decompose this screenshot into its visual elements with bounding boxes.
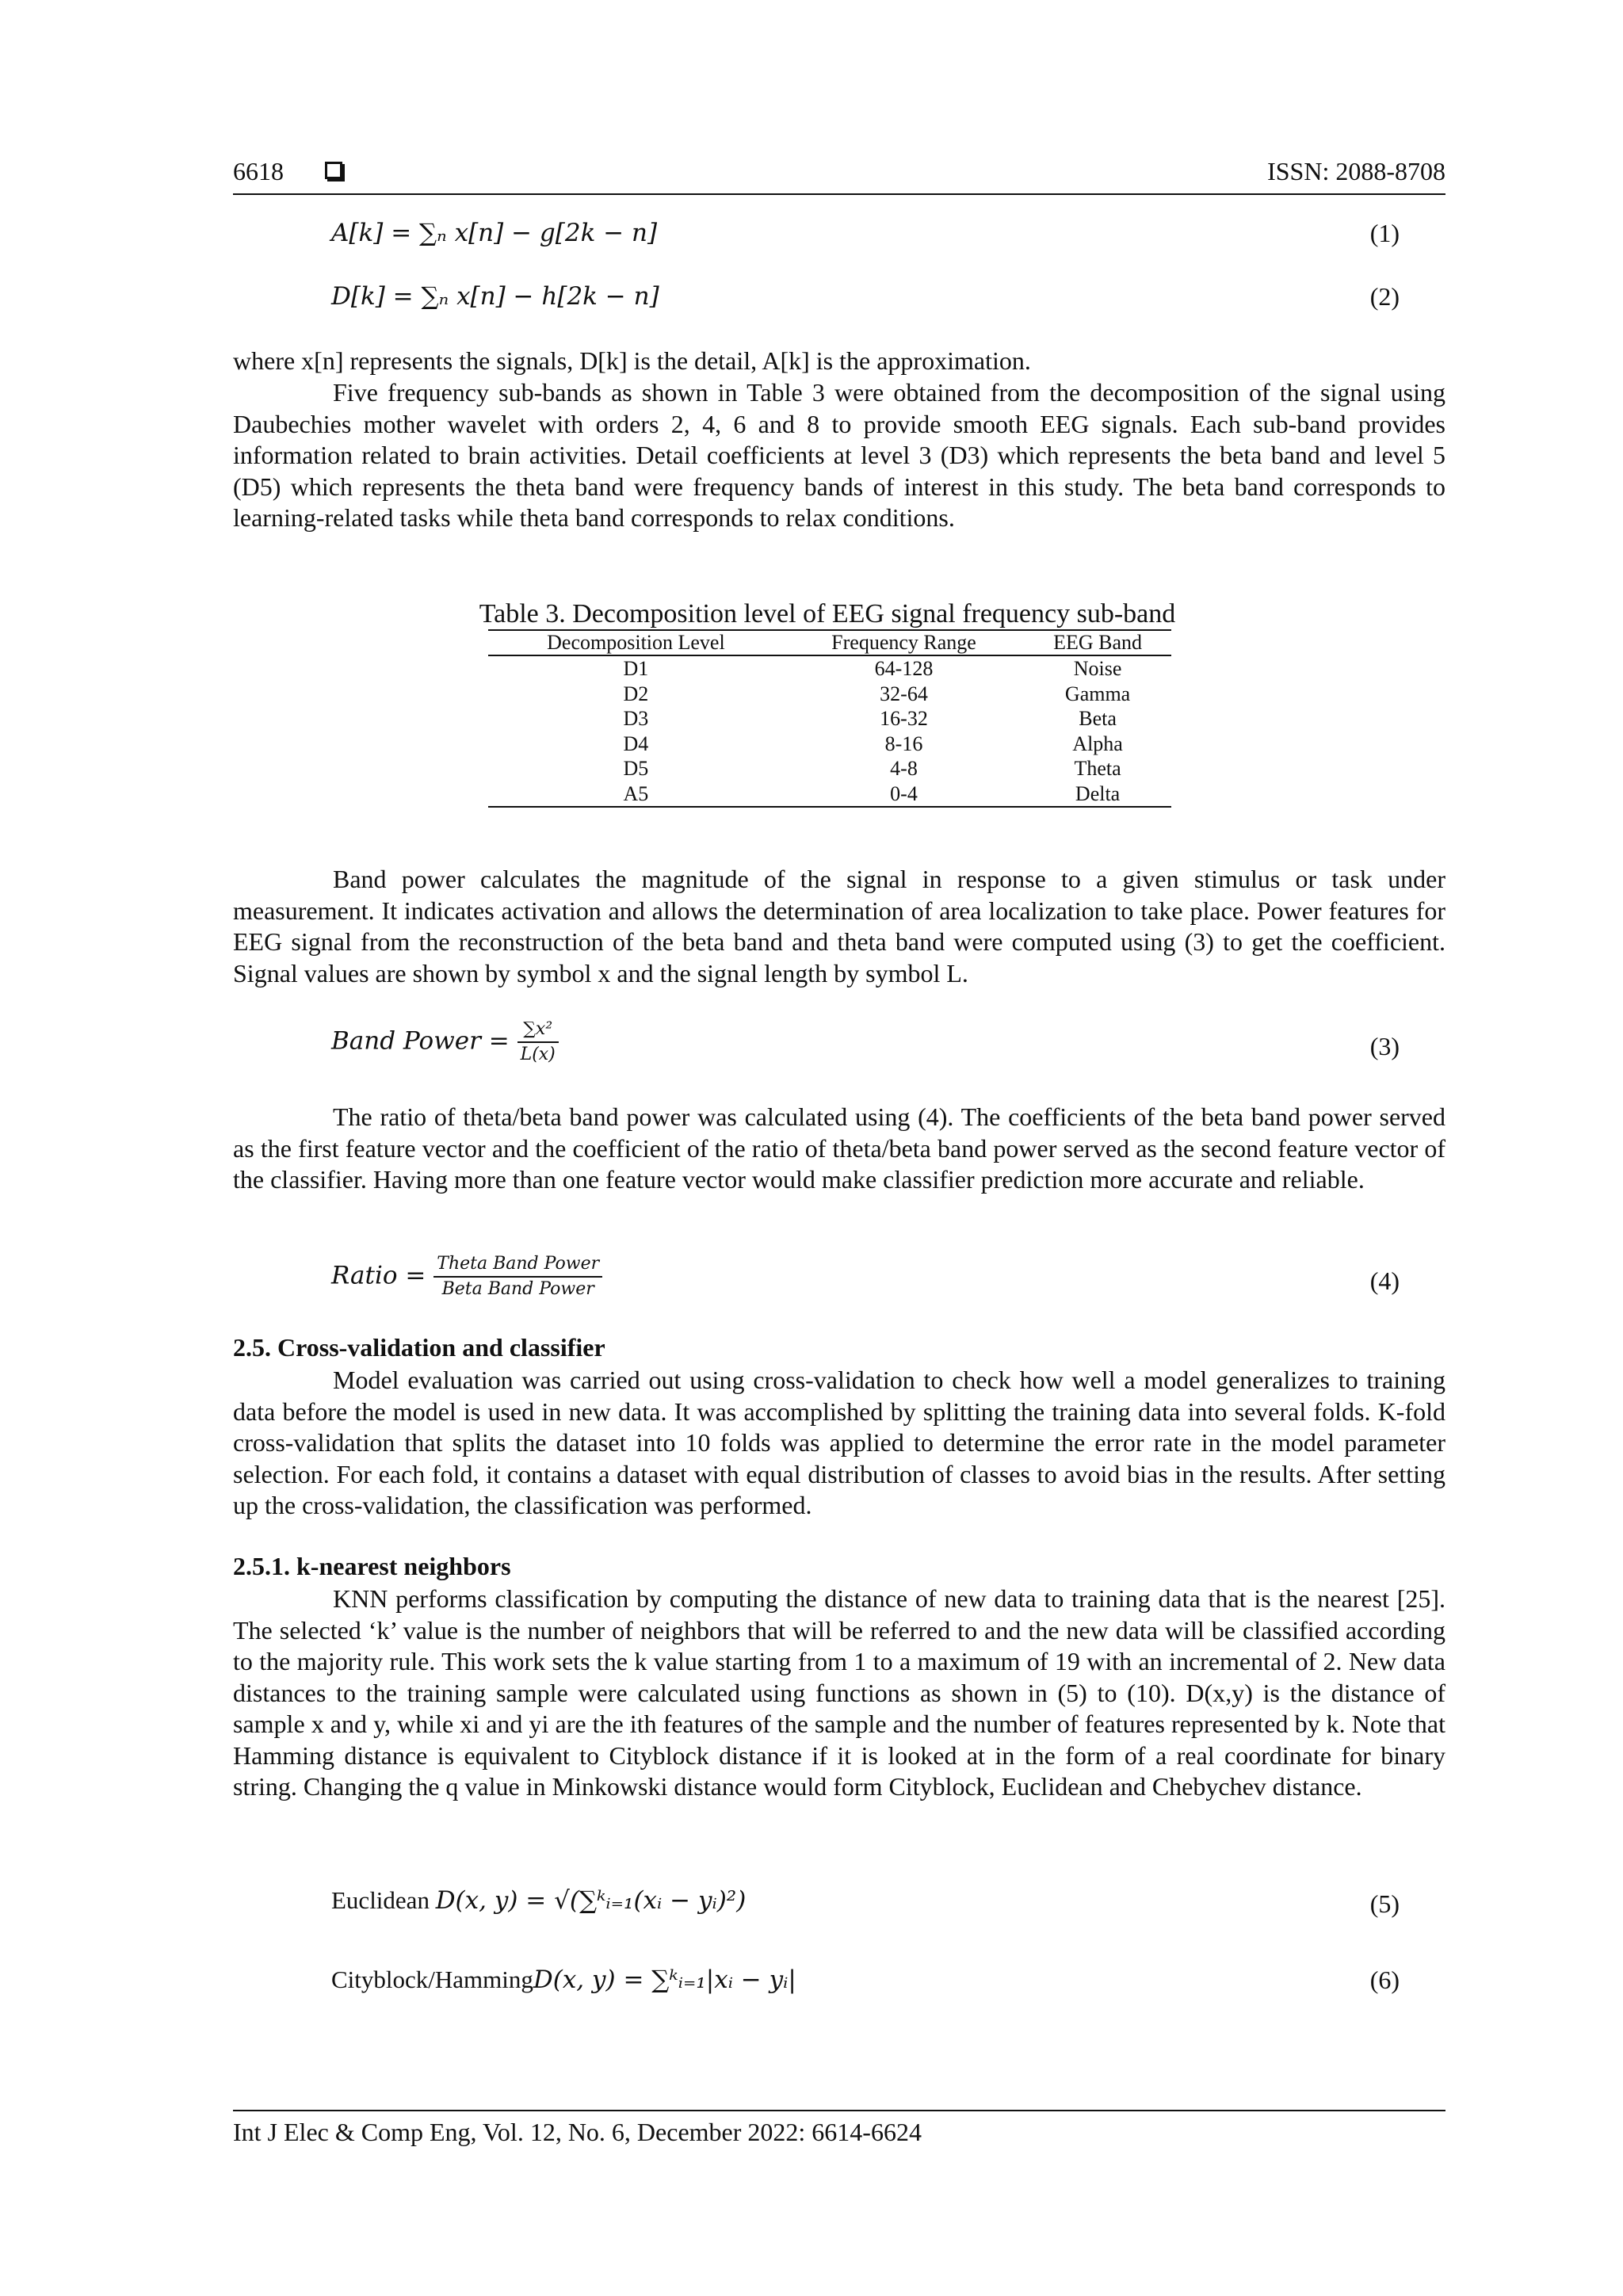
table-cell: 0-4 (890, 781, 918, 805)
footer-citation: Int J Elec & Comp Eng, Vol. 12, No. 6, December 2022: 6614-6624 (233, 2118, 922, 2146)
eq6-expression: D(x, y) = ∑ᵏᵢ₌₁|xᵢ − yᵢ| (533, 1966, 796, 1994)
table-row (488, 655, 1171, 682)
equation-3 (331, 1018, 1400, 1073)
table-cell: 32-64 (880, 682, 928, 705)
eq3-denominator: L(x) (520, 1045, 556, 1064)
page-footer (233, 2110, 1445, 2147)
table-cell: D5 (623, 757, 649, 780)
table-cell: D3 (623, 707, 649, 730)
eq5-expression: D(x, y) = √(∑ᵏᵢ₌₁(xᵢ − yᵢ)²) (435, 1886, 747, 1915)
eq4-number: (4) (1369, 1266, 1400, 1295)
paragraph-five-bands: Five frequency sub-bands as shown in Table 3 were obtained from the decomposition of the signal using Daubechies mother wavelet with orders 2, 4, 6 and 8 to provide smooth EEG signals. Each sub-band provides information related to brain activities. Detail coefficients at level 3 (D3) which represents the beta band and level 5 (D5) which represents the theta band were frequency bands of interest in this study. The beta band corresponds to learning-related tasks while theta band corresponds to relax conditions. (233, 378, 1445, 532)
eq3-lhs: Band Power = (331, 1026, 517, 1056)
section-heading-2-5: 2.5. Cross-validation and classifier (233, 1333, 605, 1362)
table-cell: 16-32 (880, 707, 928, 730)
table-cell: D2 (623, 682, 649, 705)
table-cell: 8-16 (884, 732, 923, 755)
eq3-number: (3) (1369, 1032, 1400, 1060)
equation-4 (331, 1252, 1400, 1308)
eq3-numerator: ∑x² (517, 1018, 559, 1043)
table-row (488, 706, 1171, 732)
square-icon (325, 162, 342, 179)
table-header: EEG Band (1053, 631, 1143, 654)
paragraph-knn: KNN performs classification by computing the distance of new data to training data that is the nearest [25]. The selected ‘k’ value is the number of neighbors that will be referred to and the new data will be classified according to the majority rule. This work sets the k value starting from 1 to a maximum of 19 with an incremental of 2. New data distances to the training sample were calculated using functions as shown in (5) to (10). D(x,y) is the distance of sample x and y, while xi and yi are the ith features of the sample and the number of features represented by k. Note that Hamming distance is equivalent to Cityblock distance if it is looked at in the form of a real coordinate for binary string. Changing the q value in Minkowski distance would form Cityblock, Euclidean and Chebychev distance. (233, 1584, 1445, 1801)
equation-5 (331, 1886, 1400, 1931)
eq2-rhs: ∑ₙ x[n] − h[2k − n] (421, 282, 659, 311)
table-caption: Table 3. Decomposition level of EEG signal frequency sub-band (479, 599, 1176, 628)
eq4-denominator: Beta Band Power (441, 1279, 594, 1299)
issn: ISSN: 2088-8708 (1267, 157, 1445, 185)
table-cell: Noise (1073, 657, 1122, 680)
paragraph-where: where x[n] represents the signals, D[k] is the detail, A[k] is the approximation. (233, 346, 1031, 375)
eq4-numerator: Theta Band Power (433, 1252, 602, 1278)
table-cell: 64-128 (874, 657, 934, 680)
eq6-label: Cityblock/Hamming (331, 1966, 533, 1993)
table-cell: Delta (1075, 781, 1121, 805)
table-cell: A5 (623, 781, 649, 805)
eq5-number: (5) (1369, 1889, 1400, 1918)
equation-2 (331, 282, 1400, 317)
table-cell: 4-8 (890, 757, 918, 780)
table-cell: Alpha (1072, 732, 1123, 755)
page-header (233, 151, 1445, 195)
paragraph-ratio: The ratio of theta/beta band power was calculated using (4). The coefficients of the beta band power served as the first feature vector and the coefficient of the ratio of theta/beta band power served as the second feature vector of the classifier. Having more than one feature vector would make classifier prediction more accurate and reliable. (233, 1102, 1445, 1194)
table-cell: D4 (623, 732, 649, 755)
eq3-fraction (517, 1018, 559, 1067)
eq2-lhs: D[k] = (331, 282, 422, 311)
paragraph-band-power: Band power calculates the magnitude of the signal in response to a given stimulus or task under measurement. It indicates activation and allows the determination of area localization to take place. Power features for EEG signal from the reconstruction of the beta band and theta band were computed using (3) to get the coefficient. Signal values are shown by symbol x and the signal length by symbol L. (233, 865, 1445, 988)
table-cell: Theta (1074, 757, 1121, 780)
table-cell: Gamma (1064, 682, 1131, 705)
equation-1 (331, 219, 1400, 254)
eq6-number: (6) (1369, 1966, 1400, 1994)
table-3 (479, 599, 1179, 808)
table-header: Frequency Range (831, 631, 976, 654)
eq2-number: (2) (1369, 282, 1400, 311)
table-cell: D1 (623, 657, 649, 680)
paragraph-cross-validation: Model evaluation was carried out using cross-validation to check how well a model generalizes to training data before the model is used in new data. It was accomplished by splitting the training data into several folds. K-fold cross-validation that splits the dataset into 10 folds was applied to determine the error rate in the model parameter selection. For each fold, it contains a dataset with equal distribution of classes to avoid bias in the results. After setting up the cross-validation, the classification was performed. (233, 1366, 1445, 1519)
table-row (488, 682, 1171, 707)
eq1-number: (1) (1369, 219, 1400, 247)
eq4-lhs: Ratio = (331, 1261, 434, 1290)
table-row (488, 756, 1171, 781)
eq5-label: Euclidean (331, 1886, 436, 1914)
table-row (488, 781, 1171, 808)
table-row (488, 732, 1171, 757)
table-header: Decomposition Level (547, 631, 725, 654)
page-number: 6618 (233, 157, 284, 185)
eq1-rhs: ∑ₙ x[n] − g[2k − n] (419, 219, 658, 247)
decomposition-table (488, 629, 1171, 808)
eq4-fraction (433, 1252, 602, 1301)
eq1-lhs: A[k] = (331, 219, 420, 247)
table-cell: Beta (1079, 707, 1117, 730)
section-heading-2-5-1: 2.5.1. k-nearest neighbors (233, 1552, 511, 1580)
equation-6 (331, 1966, 1400, 2000)
